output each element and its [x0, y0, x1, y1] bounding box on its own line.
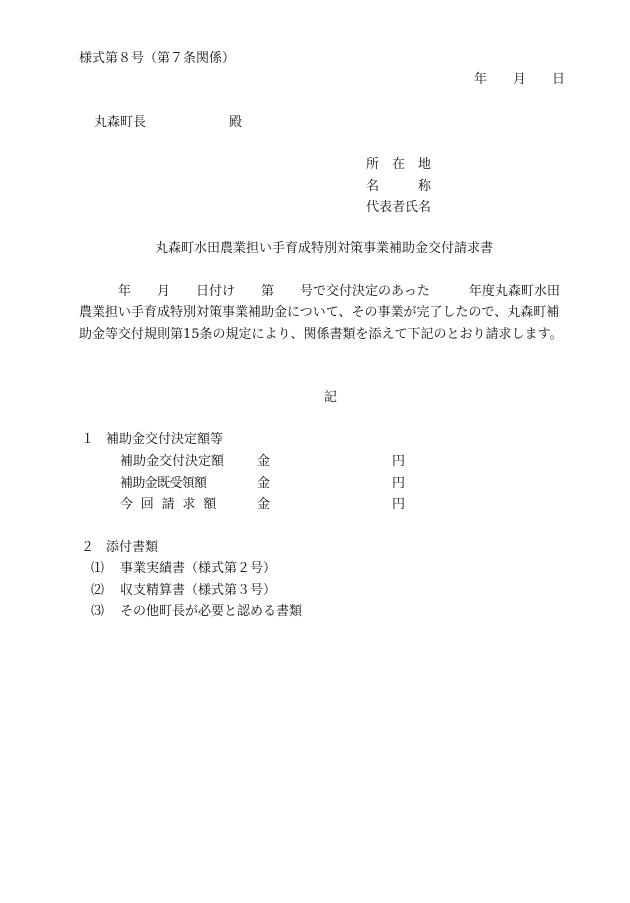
amount-row-suffix: 円 — [392, 454, 406, 469]
attachment-item-marker: ⑵ — [91, 583, 105, 598]
applicant-name-label: 名 称 — [366, 179, 432, 194]
amount-row-label: 補 助 金 既 受 領 額 — [120, 476, 205, 491]
applicant-address-label: 所 在 地 — [366, 157, 432, 172]
amount-row-label: 補助金交付決定額 — [120, 454, 225, 469]
attachment-item-text: 収支精算書（様式第３号） — [120, 583, 277, 598]
attachment-item-text: 事業実績書（様式第２号） — [120, 561, 277, 576]
body-line-1: 年 月 日付け 第 号で交付決定のあった 年度丸森町水田 — [118, 284, 560, 299]
body-line-2: 農業担い手育成特別対策事業補助金について、その事業が完了したので、丸森町補 — [79, 305, 560, 320]
body-line-3: 助金等交付規則第15条の規定により、関係書類を添えて下記のとおり請求します。 — [79, 327, 563, 342]
amount-row-suffix: 円 — [392, 476, 406, 491]
section-1-number: １ — [81, 432, 95, 447]
section-2-heading: 添付書類 — [106, 540, 159, 555]
attachment-item-marker: ⑴ — [91, 561, 105, 576]
date-line: 年 月 日 — [474, 72, 566, 87]
section-1-heading: 補助金交付決定額等 — [106, 432, 224, 447]
amount-row-prefix: 金 — [257, 476, 271, 491]
applicant-representative-label: 代表者氏名 — [366, 200, 432, 215]
amount-row-suffix: 円 — [392, 497, 406, 512]
attachment-item-marker: ⑶ — [91, 604, 105, 619]
ki-heading: 記 — [324, 390, 338, 405]
form-number: 様式第８号（第７条関係） — [79, 51, 236, 66]
amount-row-prefix: 金 — [257, 454, 271, 469]
addressee-honorific: 殿 — [229, 115, 243, 130]
addressee-name: 丸森町長 — [94, 115, 147, 130]
amount-row-label: 今 回 請 求 額 — [120, 497, 214, 512]
section-2-number: ２ — [81, 540, 95, 555]
document-title: 丸森町水田農業担い手育成特別対策事業補助金交付請求書 — [155, 241, 494, 256]
amount-row-prefix: 金 — [257, 497, 271, 512]
attachment-item-text: その他町長が必要と認める書類 — [120, 604, 303, 619]
